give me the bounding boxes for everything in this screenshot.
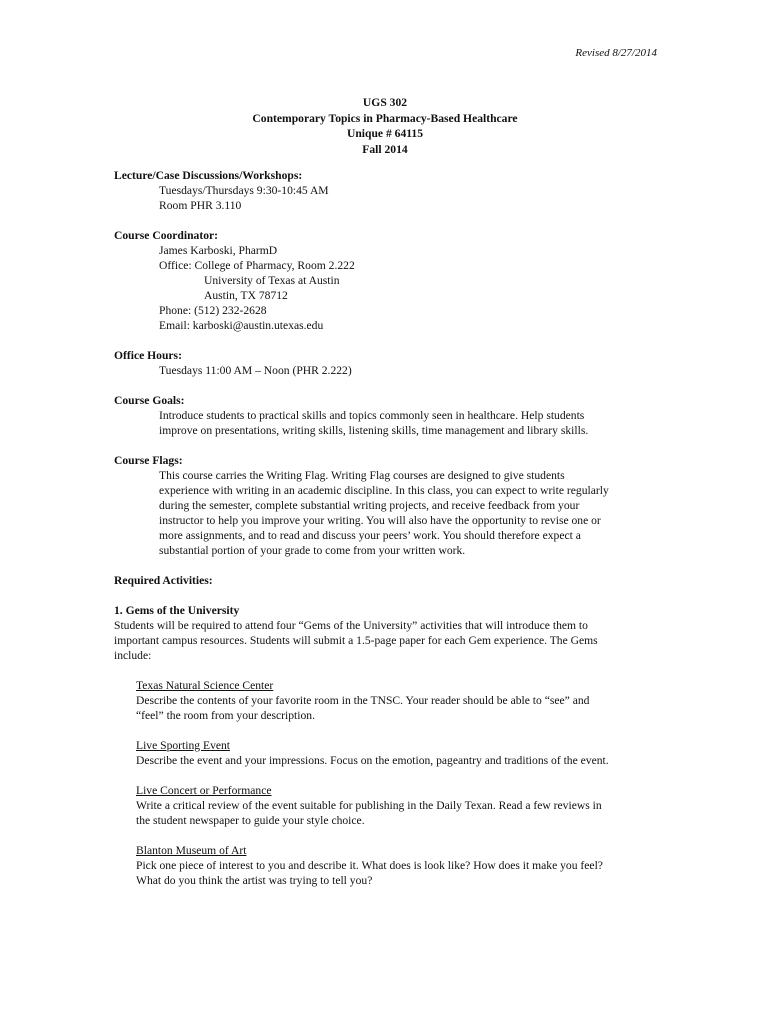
flags-heading: Course Flags: bbox=[114, 454, 183, 467]
gem-item bbox=[114, 678, 659, 723]
coordinator-name: James Karboski, PharmD bbox=[159, 244, 278, 257]
gems-intro-line: Students will be required to attend four “Gems of the University” activities that will introduce them to bbox=[114, 619, 588, 632]
gem-item bbox=[114, 843, 659, 888]
flags-line: more assignments, and to read and discuss your peers’ work. You should therefore expect a bbox=[159, 529, 581, 542]
gem-description-line: the student newspaper to guide your style choice. bbox=[136, 814, 365, 827]
coordinator-section bbox=[114, 228, 659, 333]
coordinator-email: Email: karboski@austin.utexas.edu bbox=[159, 319, 324, 332]
gem-description-line: “feel” the room from your description. bbox=[136, 709, 315, 722]
office-hours-heading: Office Hours: bbox=[114, 349, 182, 362]
coordinator-university: University of Texas at Austin bbox=[204, 274, 340, 287]
gem-item bbox=[114, 738, 659, 768]
office-hours-time: Tuesdays 11:00 AM – Noon (PHR 2.222) bbox=[159, 364, 352, 377]
gem-description-line: Write a critical review of the event suitable for publishing in the Daily Texan. Read a few reviews in bbox=[136, 799, 602, 812]
flags-line: during the semester, complete substantial writing projects, and receive feedback from your bbox=[159, 499, 580, 512]
required-activities-heading: Required Activities: bbox=[114, 574, 213, 587]
unique-number: Unique # 64115 bbox=[346, 127, 424, 140]
gem-name: Texas Natural Science Center bbox=[136, 679, 274, 692]
gems-section bbox=[114, 603, 659, 888]
gems-heading: 1. Gems of the University bbox=[114, 604, 240, 617]
flags-line: This course carries the Writing Flag. Writing Flag courses are designed to give students bbox=[159, 469, 565, 482]
coordinator-city: Austin, TX 78712 bbox=[204, 289, 288, 302]
course-title: Contemporary Topics in Pharmacy-Based Healthcare bbox=[252, 111, 518, 125]
revised-date: Revised 8/27/2014 bbox=[575, 47, 657, 59]
goals-line: Introduce students to practical skills and topics commonly seen in healthcare. Help students bbox=[159, 409, 585, 422]
flags-line: experience with writing in an academic discipline. In this class, you can expect to write regularly bbox=[159, 484, 609, 497]
goals-section bbox=[114, 393, 659, 438]
gems-intro-line: include: bbox=[114, 649, 152, 662]
term: Fall 2014 bbox=[362, 142, 408, 156]
gem-item bbox=[114, 783, 659, 828]
syllabus-body bbox=[114, 168, 659, 888]
gem-name: Live Concert or Performance bbox=[136, 784, 272, 797]
gems-intro-line: important campus resources. Students will submit a 1.5-page paper for each Gem experience. The Gems bbox=[114, 634, 598, 647]
gem-description-line: Describe the event and your impressions. Focus on the emotion, pageantry and traditions of the event. bbox=[136, 754, 609, 767]
office-hours-section bbox=[114, 348, 659, 378]
flags-section bbox=[114, 453, 659, 558]
flags-line: instructor to help you improve your writing. You will also have the opportunity to revise one or bbox=[159, 514, 601, 527]
gem-description-line: What do you think the artist was trying to tell you? bbox=[136, 874, 373, 887]
flags-line: substantial portion of your grade to come from your written work. bbox=[159, 544, 466, 557]
course-header bbox=[0, 95, 770, 157]
coordinator-phone: Phone: (512) 232-2628 bbox=[159, 304, 267, 317]
lecture-section bbox=[114, 168, 659, 213]
course-code: UGS 302 bbox=[362, 96, 408, 109]
gem-description-line: Describe the contents of your favorite room in the TNSC. Your reader should be able to “see” and bbox=[136, 694, 590, 707]
coordinator-office: Office: College of Pharmacy, Room 2.222 bbox=[159, 259, 355, 272]
lecture-room: Room PHR 3.110 bbox=[159, 199, 242, 212]
gem-name: Blanton Museum of Art bbox=[136, 844, 247, 857]
gem-description-line: Pick one piece of interest to you and describe it. What does is look like? How does it make you feel? bbox=[136, 859, 603, 872]
coordinator-heading: Course Coordinator: bbox=[114, 229, 219, 242]
goals-heading: Course Goals: bbox=[114, 394, 185, 407]
gem-name: Live Sporting Event bbox=[136, 739, 231, 752]
lecture-heading: Lecture/Case Discussions/Workshops: bbox=[114, 169, 303, 182]
goals-line: improve on presentations, writing skills, listening skills, time management and library skills. bbox=[159, 424, 589, 437]
lecture-schedule: Tuesdays/Thursdays 9:30-10:45 AM bbox=[159, 184, 329, 197]
